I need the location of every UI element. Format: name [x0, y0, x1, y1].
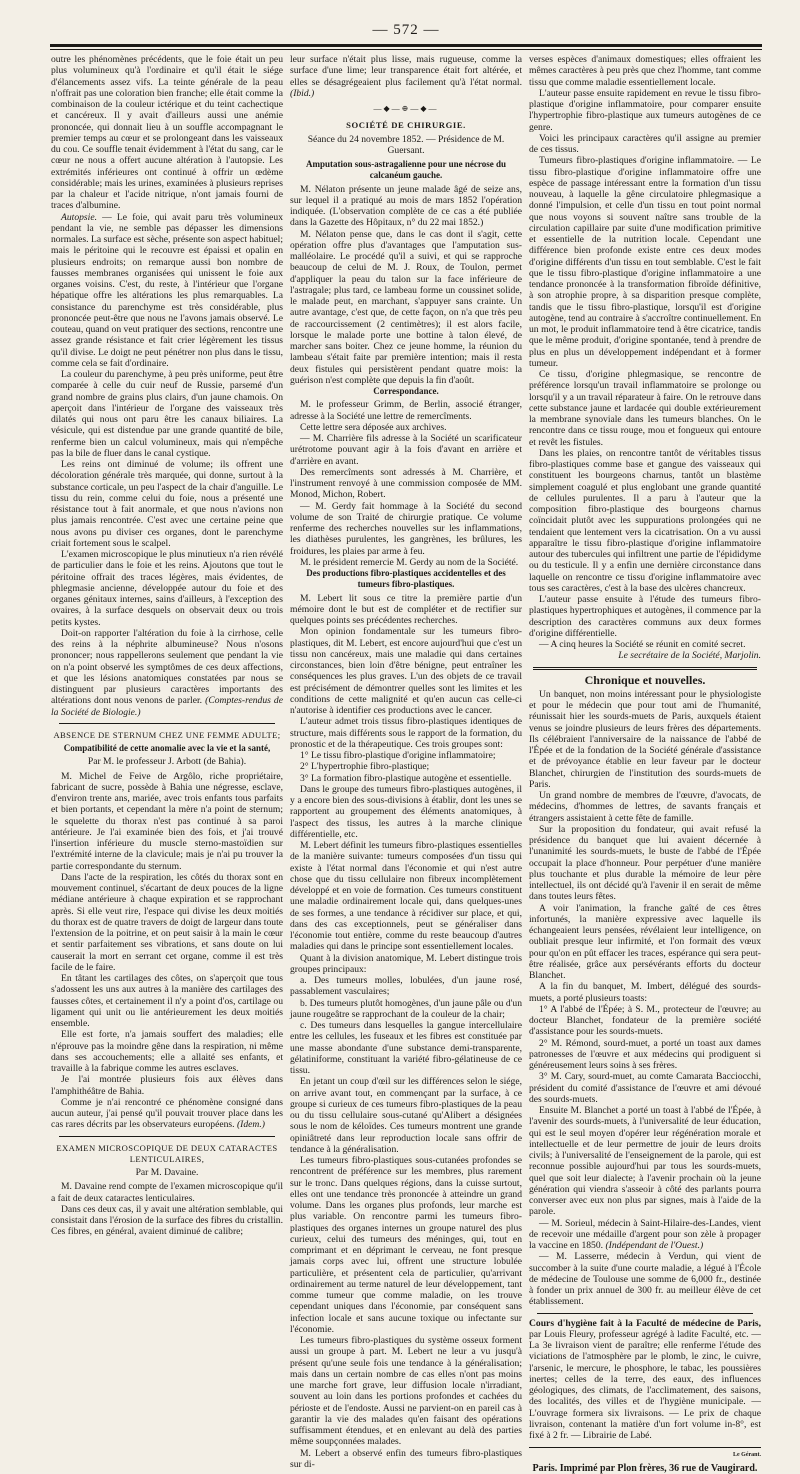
footer-rule	[529, 1447, 761, 1448]
paragraph: La couleur du parenchyme, à peu près uniforme, peut être comparée à celle du cuir neuf de Russie, parsemé d'un grand nombre de grains plus clairs, d'un jaune chamois. On aperçoit dans l'intérieur de l'organe des vaisseaux très dilatés qui nous ont paru être les canaux biliaires. La vésicule, qui est distendue par une grande quantité de bile, renferme bien un calcul volumineux, mais qui n'empêche pas la bile de fluer dans le canal cystique.	[51, 369, 283, 459]
gerant-label: Le Gérant.	[733, 1452, 761, 1459]
paragraph: M. Nélaton pense que, dans le cas dont il s'agit, cette opération offre plus d'avantages que l'amputation sus-malléolaire. Le procédé qu'il a suivi, et qui se rapproche beaucoup de celui de M. J. Roux, de Toulon, permet d'appliquer la peau du talon sur la face inférieure de l'astragale; plus tard, ce lambeau forme un coussinet solide, le malade peut, en marchant, s'appuyer sans crainte. Un autre avantage, c'est que, de cette façon, on n'a que très peu de raccourcissement (2 centimètres); il est alors facile, lorsque le malade porte une bottine à talon élevé, de marcher sans boiter. Chez ce jeune homme, la réunion du lambeau s'était faite par première intention; mais il resta deux fistules qui persistèrent pendant quatre mois: la guérison n'est complète que depuis la fin d'août.	[290, 228, 522, 386]
column-right	[529, 54, 761, 1474]
paragraph: M. Michel de Feive de Argôlo, riche propriétaire, fabricant de sucre, possède à Bahia une négresse, esclave, d'environ trente ans, mariée, avec trois enfants tous parfaits et bien portants, et cependant la mère n'a point de sternum; le squelette du thorax n'est pas continué à sa paroi antérieure. Je l'ai examinée bien des fois, et j'ai trouvé l'insertion inférieure du muscle sterno-mastoïdien sur l'extrémité interne de la clavicule; mais je n'ai pu trouver la partie correspondante du sternum.	[51, 770, 283, 872]
paragraph: c. Des tumeurs dans lesquelles la gangue intercellulaire entre les cellules, les fuseaux et les fibres est constituée par une masse abondante d'une substance demi-transparente, gélatiniforme, constituant la variété fibro-gélatineuse de ce tissu.	[290, 1020, 522, 1076]
citation: (Idem.)	[236, 1119, 265, 1131]
column-middle	[290, 54, 522, 1470]
paragraph: A voir l'animation, la franche gaîté de ces êtres infortunés, la manière expressive avec laquelle ils échangeaient leurs pensées, révélaient leur intelligence, on oubliait presque leur infirmité, et l'on formait des vœux pour qu'on en pût effacer les traces, espérance qui sera peut-être réalisée, grâce aux persévérants efforts du docteur Blanchet.	[529, 902, 761, 981]
paragraph: outre les phénomènes précédents, que le foie était un peu plus volumineux qu'à l'ordinaire et qu'il était le siége d'élancements assez vifs. La teinte générale de la peau n'offrait pas une coloration bien franche; elle était comme la combinaison de la couleur ictérique et du teint cachectique et cancéreux. Il y avait d'ailleurs aussi une anémie prononcée, qui donnait lieu à un souffle accompagnant le premier temps au cœur et se prolongeant dans les vaisseaux du cou. Ce souffle tenait évidemment à l'état du sang, car le cœur ne nous a offert aucune altération à l'autopsie. Les extrémités inférieures ont continué à offrir un œdème considérable; mais les urines, examinées à plusieurs reprises par la chaleur et l'acide nitrique, n'ont jamais fourni de traces d'albumine.	[51, 54, 283, 212]
section-author: Par M. le professeur J. Arbott (de Bahia).	[87, 756, 247, 768]
paragraph: Cette lettre sera déposée aux archives.	[300, 421, 447, 433]
paragraph	[290, 54, 522, 99]
paragraph: Ce tissu, d'origine phlegmasique, se rencontre de préférence lorsqu'un travail inflammatoire se prolonge ou lorsqu'il y a un travail réparateur à faire. On le retrouve dans cette substance jaune et lardacée qui double extérieurement la membrane synoviale dans les tumeurs blanches. On le rencontre dans ce tissu rouge, mou et fongueux qui entoure et revêt les fistules.	[529, 369, 761, 448]
paragraph: En jetant un coup d'œil sur les différences selon le siége, on arrive avant tout, en commençant par la surface, à ce groupe si curieux de ces tumeurs fibro-plastiques de la peau ou du tissu cellulaire sous-cutané qu'Alibert a désignées sous le nom de kéloïdes. Ces tumeurs montrent une grande opiniâtreté dans leur reproduction locale sans offrir de tendance à la généralisation.	[290, 1076, 522, 1155]
paragraph: Un banquet, non moins intéressant pour le physiologiste et pour le médecin que pour tout ami de l'humanité, réunissait hier les sourds-muets de Paris, auxquels étaient venus se joindre plusieurs de leurs frères des départements. Ils célébraient l'anniversaire de la naissance de l'abbé de l'Épée et de la fondation de la Société générale d'assistance et de prévoyance établie en leur faveur par le docteur Blanchet, chirurgien de l'institution des sourds-muets de Paris.	[529, 688, 761, 790]
paragraph: A la fin du banquet, M. Imbert, délégué des sourds-muets, a porté plusieurs toasts:	[529, 981, 761, 1004]
paragraph: Dans ces deux cas, il y avait une altération semblable, qui consistait dans l'érosion de la surface des fibres du cristallin. Ces fibres, en général, avaient diminué de calibre;	[51, 1203, 283, 1238]
paragraph: En tâtant les cartilages des côtes, on s'aperçoit que tous s'adossent les uns aux autres à la manière des cartilages des fausses côtes, et certainement il n'y a point d'os, cartilage ou ligament qui unit ou lie antérieurement les deux moitiés ensemble.	[51, 973, 283, 1029]
paragraph: L'auteur passe ensuite à l'étude des tumeurs fibro-plastiques hypertrophiques et autogènes, il commence par la description des caractères communs aux deux formes d'origine différentielle.	[529, 594, 761, 639]
paragraph: Des remercîments sont adressés à M. Charrière, et l'instrument renvoyé à une commission composée de MM. Monod, Michon, Robert.	[290, 466, 522, 501]
paragraph-text: — Le foie, qui avait paru très volumineux pendant la vie, ne semble pas dépasser les dimensions normales. La surface est sèche, présente son aspect habituel; mais le péritoine qui le recouvre est épaissi et opalin en plusieurs endroits; on remarque aussi bon nombre de fausses membranes organisées qui unissent le foie aux organes voisins. C'est, du reste, à l'intérieur que l'organe hépatique offre les altérations les plus remarquables. La consistance du parenchyme est très considérable, plus prononcée peut-être que nous ne l'avons jamais observé. Le couteau, quand on veut pratiquer des sections, rencontre une assez grande résistance et fait crier légèrement les tissus qu'il divise. Le doigt ne peut pénétrer non plus dans le tissu, comme cela se fait d'ordinaire.	[51, 211, 283, 369]
paragraph-text: Doit-on rapporter l'altération du foie à la cirrhose, celle des reins à la néphrite albumineuse? Nous n'osons prononcer; nous rappellerons seulement que pendant la vie on n'a point observé les symptômes de ces deux affections, et que les lésions anatomiques constatées par nous se distinguent par plusieurs caractères importants des altérations dont nous venons de parler.	[51, 627, 283, 707]
paragraph: verses espèces d'animaux domestiques; elles offraient les mêmes caractères à peu près que chez l'homme, tant comme tissu que comme maladie essentiellement locale.	[529, 54, 761, 88]
paragraph: Sur la proposition du fondateur, qui avait refusé la présidence du banquet que lui avaient décernée à l'unanimité les sourds-muets, le buste de l'abbé de l'Épée occupait la place d'honneur. Pour perpétuer d'une manière plus touchante et plus durable la mémoire de leur père intellectuel, ils ont décidé qu'à l'avenir il en serait de même dans toutes leurs fêtes.	[529, 823, 761, 903]
section-subtitle: Correspondance.	[373, 386, 439, 396]
list-item: 3° La formation fibro-plastique autogène et essentielle.	[300, 772, 512, 784]
paragraph: 3° M. Cary, sourd-muet, au comte Camarata Bacciocchi, président du comité d'assistance de l'œuvre et ami dévoué des sourds-muets.	[529, 1071, 761, 1105]
paragraph: M. le professeur Grimm, de Berlin, associé étranger, adresse à la Société une lettre de remercîments.	[290, 399, 522, 422]
section-title: ABSENCE DE STERNUM CHEZ UNE FEMME ADULTE;	[53, 729, 281, 740]
section-title: SOCIÉTÉ DE CHIRURGIE.	[346, 120, 466, 131]
paragraph: L'auteur passe ensuite rapidement en revue le tissu fibro-plastique d'origine inflammatoire, pour comparer ensuite l'hypertrophie fibro-plastique aux tumeurs autogènes de ce genre.	[529, 87, 761, 133]
paragraph	[51, 628, 283, 718]
paragraph-text: leur surface n'était plus lisse, mais rugueuse, comme la surface d'une lime; leur transparence était fort altérée, et elles se désagrégeaient plus facilement qu'à l'état normal.	[290, 54, 522, 88]
paragraph	[529, 1318, 761, 1442]
citation: (Comptes-rendus de la Société de Biologie.)	[51, 695, 283, 718]
section-divider	[59, 1136, 275, 1137]
citation: (Ibid.)	[290, 87, 315, 99]
paragraph: b. Des tumeurs plutôt homogènes, d'un jaune pâle ou d'un jaune rougeâtre se rapprochant de la couleur de la chair;	[290, 997, 522, 1020]
paragraph: M. Davaine rend compte de l'examen microscopique qu'il a fait de deux cataractes lenticulaires.	[51, 1181, 283, 1204]
section-subtitle: Des productions fibro-plastiques accidentelles et des tumeurs fibro-plastiques.	[306, 568, 506, 590]
paragraph: Dans les plaies, on rencontre tantôt de véritables tissus fibro-plastiques comme base et gangue des vaisseaux qui constituent les bourgeons charnus, tantôt un blastème simplement coagulé et plus englobant une grande quantité de cellules purulentes. Il a paru à l'auteur que la composition fibro-plastique des bourgeons charnus coïncidait plutôt avec les suppurations prolongées qui ne tendaient que lentement vers la cicatrisation. On a vu aussi apparaître le tissu fibro-plastique d'origine inflammatoire autour des tubercules qui infiltrent une partie de l'épididyme ou du testicule. Il y a enfin une dernière circonstance dans laquelle on rencontre ce tissu d'origine inflammatoire avec tous ses caractères, c'est à la base des ulcères chancreux.	[529, 447, 761, 594]
paragraph: — M. Lasserre, médecin à Verdun, qui vient de succomber à la suite d'une courte maladie, a légué à l'École de médecine de Toulouse une somme de 6,000 fr., destinée à fonder un prix annuel de 300 fr. au meilleur élève de cet établissement.	[529, 1251, 761, 1308]
paragraph: M. Lebert a observé enfin des tumeurs fibro-plastiques sur di-	[290, 1447, 522, 1470]
paragraph: — M. Charrière fils adresse à la Société un scarificateur urétrotome pouvant agir à la fois d'avant en arrière et d'arrière en avant.	[290, 433, 522, 467]
section-divider	[537, 1313, 753, 1314]
paragraph: Mon opinion fondamentale sur les tumeurs fibro-plastiques, dit M. Lebert, est encore aujourd'hui que c'est un tissu non cancéreux, mais une maladie qui dans certaines circonstances, bien loin d'être bénigne, peut entraîner les conséquences les plus graves. L'un des objets de ce travail est précisément de démontrer quelles sont les limites et les conditions de cette malignité et qu'en aucun cas celle-ci n'autorise à identifier ces productions avec le cancer.	[290, 626, 522, 716]
paragraph	[51, 1097, 283, 1131]
paragraph: Les tumeurs fibro-plastiques du système osseux forment aussi un groupe à part. M. Lebert ne leur a vu jusqu'à présent qu'une seule fois une tendance à la généralisation; mais dans un certain nombre de cas elles n'ont pas moins une marche fort grave, leur diffusion locale n'irradiant, souvent au loin dans les portions profondes et cachées du périoste et de l'endoste. Aussi ne parvient-on en pareil cas à garantir la vie des malades qu'en faisant des opérations suffisamment étendues, et en enlevant au delà des parties même soupçonnées malades.	[290, 1335, 522, 1448]
printer-imprint: Paris. Imprimé par Plon frères, 36 rue de Vaugirard.	[532, 1462, 758, 1474]
signature-line: Le secrétaire de la Société, Marjolin.	[618, 650, 761, 662]
paragraph: 2° M. Rémond, sourd-muet, a porté un toast aux dames patronesses de l'œuvre et aux médecins qui prodiguent si généreusement leurs soins à ses frères.	[529, 1037, 761, 1071]
paragraph: Un grand nombre de membres de l'œuvre, d'avocats, de médecins, d'hommes de lettres, de savants français et étrangers assistaient à cette fête de famille.	[529, 790, 761, 824]
section-title: Chronique et nouvelles.	[584, 672, 706, 687]
page-number: — 572 —	[372, 22, 440, 38]
paragraph-text: par Louis Fleury, professeur agrégé à ladite Faculté, etc. — La 3e livraison vient de paraître; elle renferme l'étude des viciations de l'atmosphère par le plomb, le zinc, le cuivre, l'arsenic, le mercure, le phosphore, le tabac, les poussières inertes; celles de la terre, des eaux, des influences géologiques, des climats, de l'acclimatement, des saisons, des localités, des villes et de l'hygiène municipale. — L'ouvrage formera six livraisons. — Le prix de chaque livraison, contenant la matière d'un fort volume in-8°, est fixé à 2 fr. — Librairie de Labé.	[529, 1328, 761, 1441]
paragraph: M. Nélaton présente un jeune malade âgé de seize ans, sur lequel il a pratiqué au mois de mars 1852 l'opération indiquée. (L'observation complète de ce cas a été publiée dans la Gazette des Hôpitaux, n° du 22 mai 1852.)	[290, 183, 522, 229]
paragraph	[529, 1218, 761, 1252]
paragraph: M. le président remercie M. Gerdy au nom de la Société.	[300, 556, 519, 568]
paragraph: L'examen microscopique le plus minutieux n'a rien révélé de particulier dans le foie et les reins. Ajoutons que tout le péritoine offrait des traces légères, mais évidentes, de phlegmasie ancienne, développée autour du foie et des organes génitaux internes, sains d'ailleurs, à l'exception des ovaires, à la surface desquels on observait deux ou trois petits kystes.	[51, 549, 283, 628]
page-header	[50, 22, 762, 44]
list-item: 1° Le tissu fibro-plastique d'origine inflammatoire;	[300, 750, 496, 761]
section-divider	[533, 667, 757, 670]
run-in-label: Autopsie.	[61, 211, 97, 223]
paragraph: Dans le groupe des tumeurs fibro-plastiques autogènes, il y a encore bien des sous-divisions à établir, dont les unes se rapportent au groupement des éléments anatomiques, à l'aspect des tissus, les autres à la marche clinique différentielle, etc.	[290, 783, 522, 840]
paragraph-text: Comme je n'ai rencontré ce phénomène consigné dans aucun auteur, j'ai pensé qu'il pouvait trouver place dans les cas rares décrits par les observateurs européens.	[51, 1096, 283, 1131]
paragraph: M. Lebert lit sous ce titre la première partie d'un mémoire dont le but est de compléter et de rectifier sur quelques points ses précédentes recherches.	[290, 592, 522, 626]
citation: (Indépendant de l'Ouest.)	[605, 1240, 704, 1251]
section-divider	[59, 723, 275, 724]
paragraph: Quant à la division anatomique, M. Lebert distingue trois groupes principaux:	[290, 952, 522, 975]
header-rule-thick	[50, 44, 762, 47]
paragraph: Les tumeurs fibro-plastiques sous-cutanées profondes se rencontrent de préférence sur les membres, plus rarement sur le tronc. Dans quelques régions, dans la cuisse surtout, elles ont une tendance très prononcée à atteindre un grand volume. Dans les organes plus profonds, leur marche est plus variable. On rencontre parmi les tumeurs fibro-plastiques des organes internes un groupe naturel des plus curieux, celui des tumeurs des méninges, qui, tout en comprimant et en déprimant le cerveau, ne font presque jamais corps avec lui, offrent une structure lobulée particulière, et présentent cela de particulier, qu'arrivant ordinairement au terme naturel de leur développement, tant comme tumeur que comme maladie, on les trouve cependant uniques dans l'économie, par conséquent sans infection locale et sans aucune toxique ou infectante sur l'économie.	[290, 1155, 522, 1335]
section-subtitle: Amputation sous-astragalienne pour une nécrose du calcanéum gauche.	[306, 159, 506, 181]
paragraph: a. Des tumeurs molles, lobulées, d'un jaune rosé, passablement vasculaires;	[290, 975, 522, 998]
paragraph: Tumeurs fibro-plastiques d'origine inflammatoire. — Le tissu fibro-plastique d'origine inflammatoire offre une espèce de passage intéressant entre la formation d'un tissu nouveau, à laquelle la gêne circulatoire phlegmasique a donné l'impulsion, et celle d'un tissu en tout point normal que nous voyons si souvent naître sans trouble de la circulation capillaire par suite d'une modification primitive et essentielle de la nutrition locale. Cependant une différence bien profonde existe entre ces deux modes d'origine différents d'un tissu en tout semblable. C'est le fait que le tissu fibro-plastique d'origine inflammatoire a une tendance prononcée à la transformation fibroïde définitive, à son atrophie propre, à sa disparition presque complète, tandis que le tissu fibro-plastique, lorsqu'il est d'origine autogène, tend au contraire à s'accroître continuellement. En un mot, le produit inflammatoire tend à être cicatrice, tandis que le même produit, d'origine spontanée, tend à prendre de plus en plus un développement indépendant et à former tumeur.	[529, 155, 761, 369]
paragraph: L'auteur admet trois tissus fibro-plastiques identiques de structure, mais différents sous le rapport de la formation, du pronostic et de la thérapeutique. Ces trois groupes sont:	[290, 716, 522, 750]
column-left	[51, 54, 283, 1238]
paragraph: Dans l'acte de la respiration, les côtés du thorax sont en mouvement continuel, s'écartant de deux pouces de la ligne médiane antérieure à chaque expiration et se rapprochant après. Si elle veut rire, l'espace qui divise les deux moitiés du thorax est de quatre travers de doigt de largeur dans toute l'extension de la poitrine, et on peut saisir à la main le cœur et sentir parfaitement ses vibrations, et sans doute on lui causerait la mort en serrant cet organe, comme il est très facile de le faire.	[51, 871, 283, 973]
run-in-title: Cours d'hygiène fait à la Faculté de médecine de Paris,	[529, 1317, 761, 1329]
header-rule-thin	[50, 49, 762, 50]
paragraph: Voici les principaux caractères qu'il assigne au premier de ces tissus.	[529, 132, 761, 155]
ornament-divider: —◆—⊕—◆—	[373, 104, 439, 113]
paragraph: — A cinq heures la Société se réunit en comité secret.	[539, 639, 746, 650]
section-subtitle: Compatibilité de cette anomalie avec la vie et la santé,	[63, 743, 271, 753]
list-item: 2° L'hypertrophie fibro-plastique;	[300, 761, 430, 773]
paragraph: Ensuite M. Blanchet a porté un toast à l'abbé de l'Épée, à l'avenir des sourds-muets, à l'universalité de leur éducation, qui est le seul moyen d'opérer leur régénération morale et intellectuelle et de leur permettre de jouir de leurs droits civils; à l'universalité de l'enseignement de la parole, qui est reconnue possible aujourd'hui par tous les sourds-muets, quel que soit leur dialecte; à l'avenir prochain où la jeune génération qui viendra s'asseoir à côté des parlants pourra converser avec eux non plus par signes, mais à l'aide de la parole.	[529, 1105, 761, 1218]
paragraph	[51, 212, 283, 370]
paragraph: Les reins ont diminué de volume; ils offrent une décoloration générale très marquée, qui donne, surtout à la substance corticale, un peu l'aspect de la chair d'anguille. Le tissu du rein, comme celui du foie, nous a présenté une résistance tout à fait anormale, et que nous n'avions non plus jamais rencontrée. C'est avec une certaine peine que nous avons pu diviser ces organes, dont le parenchyme criait fortement sous le scalpel.	[51, 459, 283, 549]
paragraph: M. Lebert définit les tumeurs fibro-plastiques essentielles de la manière suivante: tumeurs composées d'un tissu qui existe à l'état normal dans l'économie et qui n'est autre chose que du tissu cellulaire non fibreux incomplètement développé et en voie de formation. Ces tumeurs constituent une maladie ordinairement locale qui, dans quelques-unes de ses formes, a une tendance à récidiver sur place, et qui, dans des cas exceptionnels, peut se généraliser dans l'économie tout entière, comme du reste beaucoup d'autres maladies qui dans le principe sont essentiellement locales.	[290, 840, 522, 953]
paragraph: Je l'ai montrée plusieurs fois aux élèves dans l'amphithéâtre de Bahia.	[51, 1074, 283, 1097]
paragraph: 1° A l'abbé de l'Épée; à S. M., protecteur de l'œuvre; au docteur Blanchet, fondateur de la première société d'assistance pour les sourds-muets.	[529, 1003, 761, 1038]
paragraph: Elle est forte, n'a jamais souffert des maladies; elle n'éprouve pas la moindre gêne dans la respiration, ni même dans ses accouchements; elle a allaité ses enfants, et travaille à la fabrique comme les autres esclaves.	[51, 1029, 283, 1074]
session-line: Séance du 24 novembre 1852. — Présidence de M. Guersant.	[307, 133, 505, 156]
section-title: EXAMEN MICROSCOPIQUE DE DEUX CATARACTES LENTICULAIRES,	[56, 1142, 278, 1164]
paragraph-text: — M. Sorieul, médecin à Saint-Hilaire-des-Landes, vient de recevoir une médaille d'argent pour son zèle à propager la vaccine en 1850.	[529, 1217, 761, 1251]
section-author: Par M. Davaine.	[135, 1167, 199, 1178]
paragraph: — M. Gerdy fait hommage à la Société du second volume de son Traité de chirurgie pratique. Ce volume renferme des recherches nouvelles sur les inflammations, les diathèses purulentes, les gangrènes, les brûlures, les froidures, les plaies par arme à feu.	[290, 500, 522, 557]
